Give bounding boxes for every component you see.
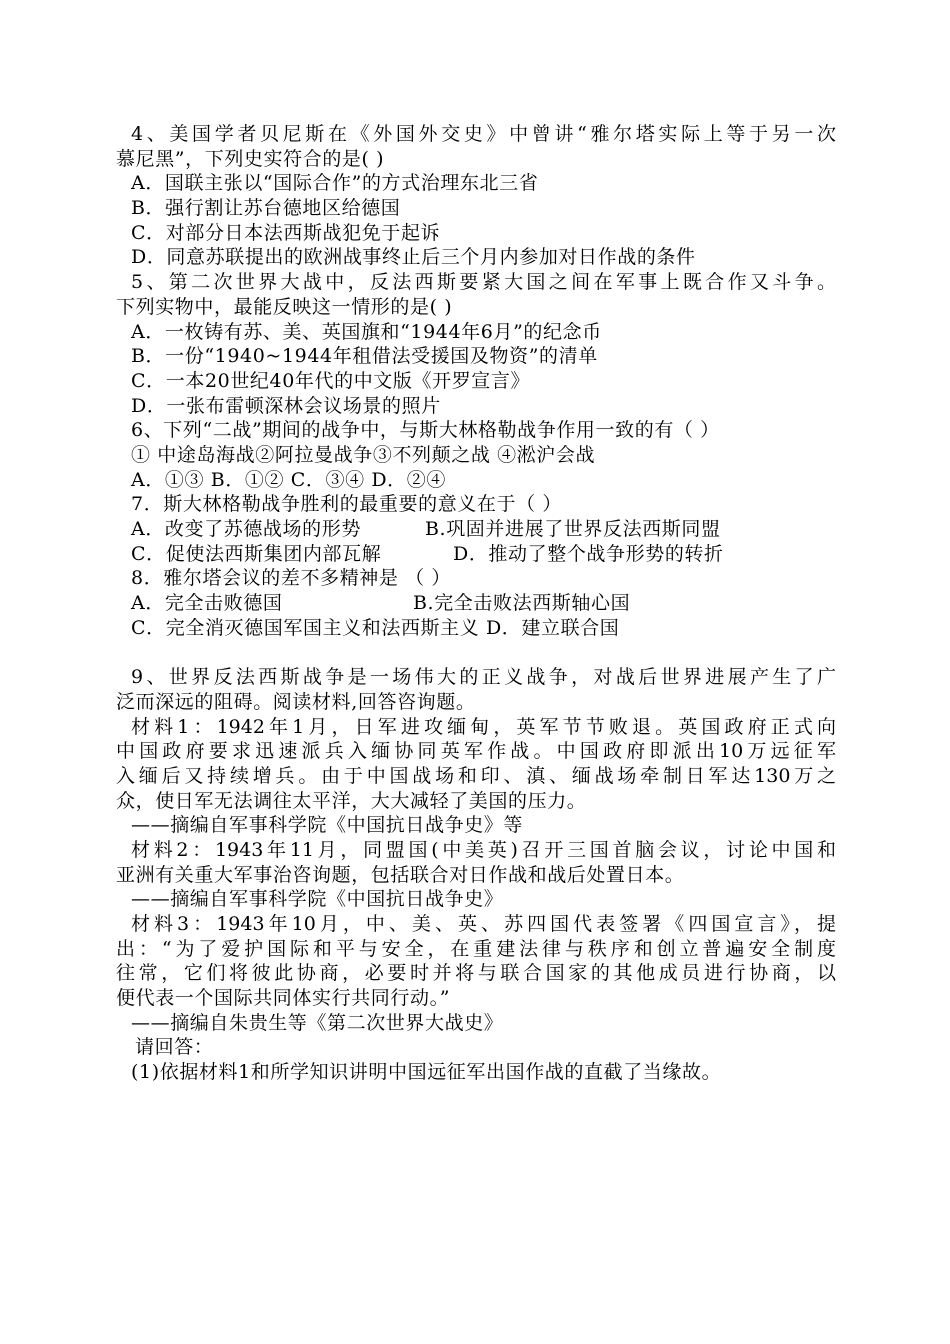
q9-stem-line1: 9、世界反法西斯战争是一场伟大的正义战争，对战后世界进展产生了广 [131,666,836,689]
q7-option-d: D．推动了整个战争形势的转折 [453,542,724,565]
q8-option-a: A．完全击败德国 [131,592,283,615]
q5-stem-line2: 下列实物中，最能反映这一情形的是( ) [116,295,453,318]
q8-stem: 8．雅尔塔会议的差不多精神是 （ ） [131,567,451,590]
q7-option-a: A．改变了苏德战场的形势 [131,518,361,540]
q5-option-d: D．一张布雷顿深林会议场景的照片 [131,394,441,417]
material3-line4: 便代表一个国际共同体实行共同行动。” [116,987,451,1010]
q4-stem-line2: 慕尼黑”，下列史实符合的是( ) [116,147,385,170]
material2-source: ——摘编自军事科学院《中国抗日战争史》 [131,888,504,911]
blank-spacer [116,640,836,665]
q5-option-a: A．一枚铸有苏、美、英国旗和“1944年6月”的纪念币 [131,320,602,343]
sub-question-1: (1)依据材料1和所学知识讲明中国远征军出国作战的直截了当缘故。 [131,1061,722,1084]
q5-option-b: B．一份“1940~1944年租借法受援国及物资”的清单 [131,345,598,368]
q8-option-b: B.完全击败法西斯轴心国 [413,592,631,615]
q4-option-d: D．同意苏联提出的欧洲战事终止后三个月内参加对日作战的条件 [131,246,696,269]
q7-option-c: C．促使法西斯集团内部瓦解 [131,542,382,565]
q4-option-a: A．国联主张以“国际合作”的方式治理东北三省 [131,172,539,195]
material1-line4: 众，使日军无法调往太平洋，大大减轻了美国的压力。 [116,789,587,812]
material1-source: ——摘编自军事科学院《中国抗日战争史》等 [131,814,524,837]
q6-options: A．①③ B．①② C．③④ D．②④ [131,468,446,491]
q5-stem-line1: 5、第二次世界大战中，反法西斯要紧大国之间在军事上既合作又斗争。 [131,271,836,294]
q4-option-c: C．对部分日本法西斯战犯免于起诉 [131,221,441,244]
q6-stem: 6、下列“二战”期间的战争中，与斯大林格勒战争作用一致的有（ ） [131,419,720,442]
material1-line2: 中国政府要求迅速派兵入缅协同英军作战。中国政府即派出10万远征军 [116,740,836,763]
document-page [116,122,836,1085]
q7-stem: 7．斯大林格勒战争胜利的最重要的意义在于（ ） [131,493,562,516]
q9-stem-line2: 泛而深远的阻碍。阅读材料,回答咨询题。 [116,690,476,713]
q4-option-b: B．强行割让苏台德地区给德国 [131,197,401,220]
material2-line1: 材料2：1943年11月，同盟国(中美英)召开三国首脑会议，讨论中国和 [131,838,836,861]
q8-options-cd: C．完全消灭德国军国主义和法西斯主义 D．建立联合国 [131,616,620,639]
q7-options-cd [116,542,836,567]
material1-line3: 入缅后又持续增兵。由于中国战场和印、滇、缅战场牵制日军达130万之 [116,764,836,787]
answer-prompt: 请回答： [135,1036,214,1059]
q8-options-ab [116,591,836,616]
material2-line2: 亚洲有关重大军事治咨询题，包括联合对日作战和战后处置日本。 [116,863,685,886]
q4-stem-line1: 4、美国学者贝尼斯在《外国外交史》中曾讲“雅尔塔实际上等于另一次 [131,123,836,145]
q7-options-ab [116,517,836,542]
q5-option-c: C．一本20世纪40年代的中文版《开罗宣言》 [131,369,531,392]
material1-line1: 材料1：1942年1月，日军进攻缅甸，英军节节败退。英国政府正式向 [131,715,836,738]
material3-line3: 往常，它们将彼此协商，必要时并将与联合国家的其他成员进行协商，以 [116,962,836,985]
material3-line1: 材料3：1943年10月，中、美、英、苏四国代表签署《四国宣言》，提 [131,913,836,935]
q6-items: ① 中途岛海战②阿拉曼战争③不列颠之战 ④淞沪会战 [131,443,596,466]
material3-line2: 出：“为了爱护国际和平与安全，在重建法律与秩序和创立普遍安全制度 [116,937,836,960]
q7-option-b: B.巩固并进展了世界反法西斯同盟 [425,518,721,540]
material3-source: ——摘编自朱贵生等《第二次世界大战史》 [131,1011,504,1034]
